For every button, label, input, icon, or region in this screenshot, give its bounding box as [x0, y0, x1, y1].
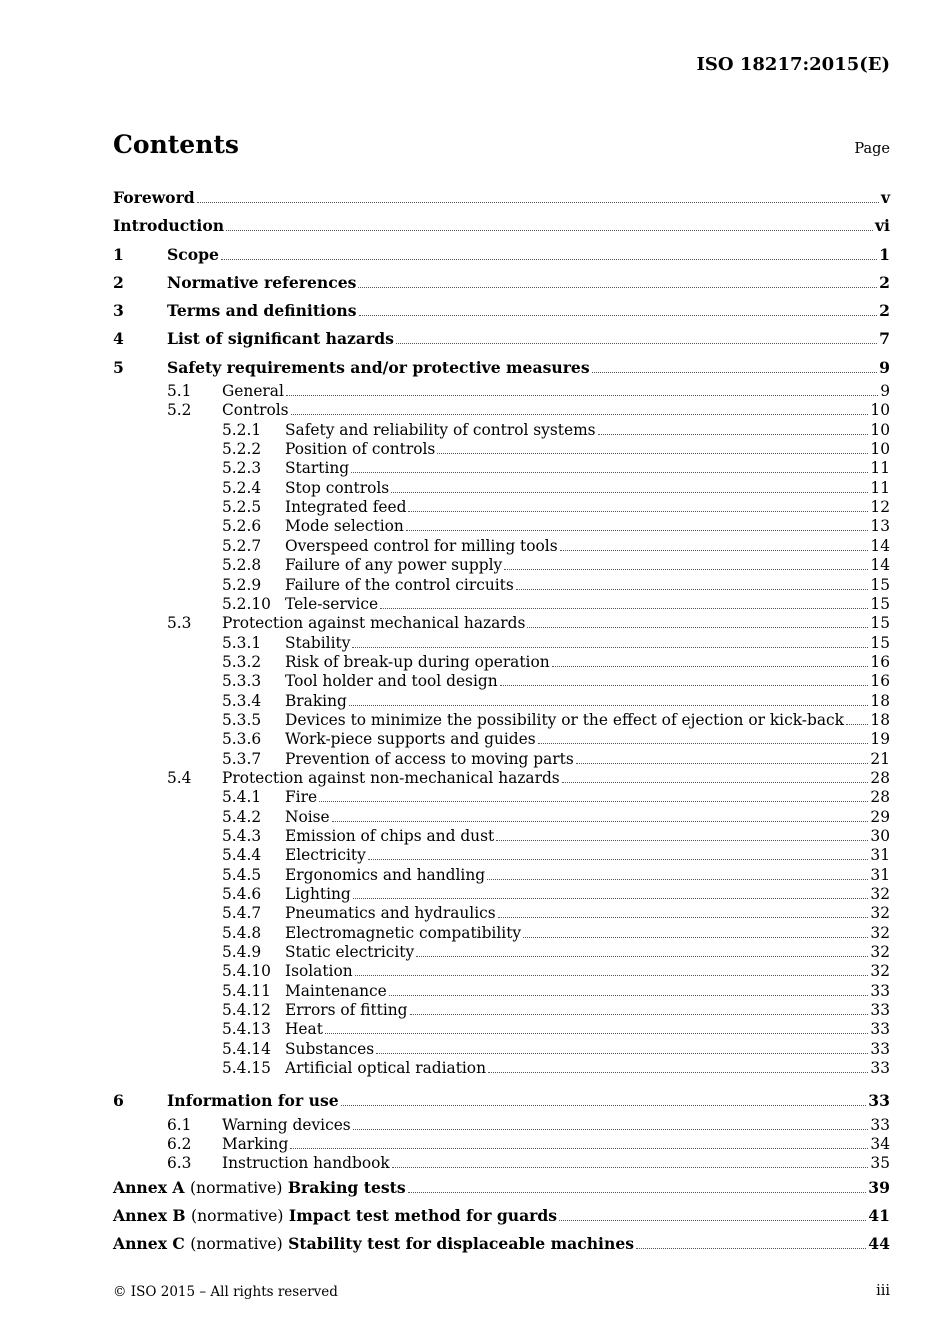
toc-entry-title: Fire	[285, 788, 318, 807]
toc-entry[interactable]	[113, 750, 890, 769]
toc-entry-page: 33	[870, 1020, 890, 1039]
toc-entry-page: 32	[870, 943, 890, 962]
toc-entry-title: Tele-service	[285, 594, 379, 613]
toc-entry-number: 5.3.6	[222, 730, 262, 749]
toc-entry[interactable]	[113, 1154, 890, 1173]
annex-label: Annex C	[113, 1234, 185, 1254]
toc-entry[interactable]	[113, 692, 890, 711]
toc-entry[interactable]	[113, 827, 890, 846]
toc-entry-page: 1	[879, 244, 890, 264]
toc-entry-page: 33	[870, 1115, 890, 1134]
toc-entry-page: 18	[870, 710, 890, 729]
dot-leader	[368, 854, 869, 860]
dot-leader	[516, 584, 869, 590]
annex-label: Annex B	[113, 1206, 186, 1226]
toc-entry-page: 15	[870, 575, 890, 594]
toc-entry[interactable]	[113, 769, 890, 788]
annex-type: (normative)	[189, 1178, 283, 1197]
toc-entry[interactable]	[113, 1202, 890, 1230]
toc-entry-page: 34	[870, 1135, 890, 1154]
toc-entry-page: 11	[870, 459, 890, 478]
toc-entry-number: 5.2.2	[222, 440, 262, 459]
toc-entry-number: 5.3.4	[222, 691, 262, 710]
toc-entry-title: Artificial optical radiation	[285, 1059, 486, 1078]
dot-leader	[559, 1215, 866, 1221]
dot-leader	[226, 225, 873, 231]
dot-leader	[552, 661, 869, 667]
toc-entry-page: 32	[870, 885, 890, 904]
toc-entry-title: Static electricity	[285, 943, 415, 962]
toc-entry-title: Maintenance	[285, 981, 387, 1000]
dot-leader	[437, 448, 868, 454]
toc-entry-title: Pneumatics and hydraulics	[285, 904, 496, 923]
toc-entry-page: 31	[870, 846, 890, 865]
toc-entry[interactable]	[113, 788, 890, 807]
toc-entry[interactable]	[113, 943, 890, 962]
toc-entry[interactable]	[113, 962, 890, 981]
toc-entry-page: 33	[870, 981, 890, 1000]
toc-entry-number: 5.2.8	[222, 556, 262, 575]
toc-entry-page: 33	[870, 1059, 890, 1078]
toc-entry-number: 5.4.5	[222, 865, 262, 884]
toc-entry-page: vi	[875, 216, 890, 236]
dot-leader	[396, 338, 877, 344]
toc-entry-title: Tool holder and tool design	[285, 672, 498, 691]
toc-entry[interactable]	[113, 614, 890, 633]
toc-entry-number: 5.4.11	[222, 981, 271, 1000]
dot-leader	[353, 893, 869, 899]
toc-entry-number: 5.2.1	[222, 420, 262, 439]
toc-entry-page: 14	[870, 536, 890, 555]
toc-entry-page: 15	[870, 633, 890, 652]
toc-entry-number: 5.3.1	[222, 633, 262, 652]
toc-entry-title: Protection against mechanical hazards	[222, 614, 526, 633]
toc-entry-title: Stop controls	[285, 478, 390, 497]
toc-entry[interactable]	[113, 1087, 890, 1115]
dot-leader	[391, 487, 868, 493]
toc-entry[interactable]	[113, 459, 890, 478]
toc-entry-title: Marking	[222, 1135, 289, 1154]
dot-leader	[332, 816, 869, 822]
toc-entry[interactable]	[113, 846, 890, 865]
contents-heading-row	[113, 130, 890, 159]
dot-leader	[221, 254, 877, 260]
toc-entry-title: Controls	[222, 401, 289, 420]
dot-leader	[504, 564, 868, 570]
toc-entry-number: 5.4.12	[222, 1001, 271, 1020]
toc-entry-title: Mode selection	[285, 517, 404, 536]
toc-entry-title: Substances	[285, 1039, 375, 1058]
toc-entry[interactable]	[113, 269, 890, 297]
toc-entry[interactable]	[113, 1174, 890, 1202]
dot-leader	[408, 1187, 867, 1193]
toc-entry-number: 5.4	[167, 768, 192, 787]
toc-entry-page: 44	[868, 1234, 890, 1254]
toc-entry-number: 4	[113, 329, 124, 349]
dot-leader	[358, 282, 877, 288]
dot-leader	[197, 197, 879, 203]
toc-entry-page: 14	[870, 556, 890, 575]
toc-entry[interactable]	[113, 1020, 890, 1039]
toc-entry-number: 5.2.5	[222, 498, 262, 517]
toc-entry-title: Ergonomics and handling	[285, 865, 486, 884]
toc-entry-page: 10	[870, 401, 890, 420]
dot-leader	[498, 912, 869, 918]
toc-entry-number: 5.3.5	[222, 710, 262, 729]
toc-entry[interactable]	[113, 354, 890, 382]
toc-entry-number: 5.4.2	[222, 807, 262, 826]
toc-entry-number: 5.2	[167, 401, 192, 420]
toc-entry-title: Lighting	[285, 885, 351, 904]
dot-leader	[351, 467, 868, 473]
dot-leader	[636, 1243, 866, 1249]
toc-entry-page: 33	[870, 1039, 890, 1058]
toc-entry-page: 32	[870, 923, 890, 942]
page-number: iii	[876, 1283, 890, 1299]
dot-leader	[389, 990, 869, 996]
toc-entry-number: 5.4.7	[222, 904, 262, 923]
toc-entry[interactable]	[113, 1230, 890, 1258]
annex-title: Braking tests	[287, 1177, 406, 1197]
toc-entry-title: Isolation	[285, 962, 353, 981]
toc-entry-page: 12	[870, 498, 890, 517]
toc-entry[interactable]	[113, 885, 890, 904]
toc-entry[interactable]	[113, 537, 890, 556]
toc-entry[interactable]	[113, 297, 890, 325]
toc-entry-number: 5.3.2	[222, 652, 262, 671]
toc-entry-title: Instruction handbook	[222, 1154, 390, 1173]
toc-entry-number: 3	[113, 301, 124, 321]
dot-leader	[291, 409, 869, 415]
toc-entry[interactable]	[113, 212, 890, 240]
copyright-notice: © ISO 2015 – All rights reserved	[113, 1284, 338, 1300]
toc-entry-number: 5.3	[167, 614, 192, 633]
toc-entry-page: 19	[870, 730, 890, 749]
toc-entry-page: 9	[879, 357, 890, 377]
toc-entry[interactable]	[113, 325, 890, 353]
document-id: ISO 18217:2015(E)	[696, 54, 890, 75]
toc-entry-title: Electricity	[285, 846, 366, 865]
toc-entry-title: Prevention of access to moving parts	[285, 749, 574, 768]
toc-entry-number: 5.2.10	[222, 594, 271, 613]
dot-leader	[408, 506, 868, 512]
toc-entry-number: 5.3.3	[222, 672, 262, 691]
toc-entry-page: 28	[870, 788, 890, 807]
toc-entry-title: Safety requirements and/or protective measures	[167, 357, 590, 377]
annex-type: (normative)	[191, 1207, 284, 1226]
dot-leader	[560, 545, 869, 551]
toc-entry-title: Noise	[285, 807, 330, 826]
toc-entry-title	[113, 1202, 557, 1230]
toc-entry[interactable]	[113, 440, 890, 459]
page-column-label: Page	[854, 141, 890, 157]
dot-leader	[576, 758, 869, 764]
toc-entry-title: Risk of break-up during operation	[285, 652, 550, 671]
toc-entry[interactable]	[113, 421, 890, 440]
toc-entry-page: 9	[880, 382, 890, 401]
toc-entry-title: Information for use	[167, 1091, 339, 1111]
table-of-contents	[113, 184, 890, 1259]
annex-title: Stability test for displaceable machines	[288, 1234, 635, 1254]
dot-leader	[286, 390, 878, 396]
toc-entry-page: 2	[879, 301, 890, 321]
toc-entry-page: 15	[870, 614, 890, 633]
toc-entry-page: 10	[870, 440, 890, 459]
toc-entry-title: Errors of fitting	[285, 1001, 408, 1020]
toc-entry[interactable]	[113, 730, 890, 749]
toc-entry[interactable]	[113, 1040, 890, 1059]
toc-entry-title: Emission of chips and dust	[285, 826, 495, 845]
dot-leader	[487, 874, 868, 880]
dot-leader	[500, 680, 869, 686]
dot-leader	[359, 310, 878, 316]
toc-entry[interactable]	[113, 576, 890, 595]
dot-leader	[352, 642, 868, 648]
toc-entry-number: 6.2	[167, 1135, 192, 1154]
toc-entry[interactable]	[113, 653, 890, 672]
toc-entry-page: 30	[870, 826, 890, 845]
toc-entry-page: 28	[870, 768, 890, 787]
toc-entry-number: 5	[113, 357, 124, 377]
toc-entry[interactable]	[113, 711, 890, 730]
toc-entry-number: 5.2.3	[222, 459, 262, 478]
dot-leader	[527, 622, 868, 628]
toc-entry-title: Protection against non-mechanical hazards	[222, 768, 560, 787]
toc-entry-title: Starting	[285, 459, 350, 478]
toc-entry[interactable]	[113, 184, 890, 212]
toc-entry-number: 5.4.9	[222, 943, 262, 962]
toc-entry[interactable]	[113, 672, 890, 691]
toc-entry-number: 6.1	[167, 1115, 192, 1134]
toc-entry[interactable]	[113, 556, 890, 575]
toc-entry[interactable]	[113, 241, 890, 269]
toc-entry[interactable]	[113, 866, 890, 885]
toc-entry-page: 15	[870, 594, 890, 613]
dot-leader	[538, 738, 869, 744]
toc-entry-number: 5.4.6	[222, 885, 262, 904]
toc-entry-title: Normative references	[167, 272, 357, 292]
toc-entry-number: 5.4.10	[222, 962, 271, 981]
toc-entry-title: Heat	[285, 1020, 323, 1039]
toc-entry-number: 5.4.4	[222, 846, 262, 865]
toc-entry-title: Integrated feed	[285, 498, 407, 517]
dot-leader	[592, 367, 878, 373]
toc-entry-title: Position of controls	[285, 440, 436, 459]
toc-entry-page: 16	[870, 652, 890, 671]
dot-leader	[598, 429, 869, 435]
dot-leader	[523, 932, 868, 938]
dot-leader	[353, 1124, 869, 1130]
toc-entry[interactable]	[113, 1001, 890, 1020]
toc-entry[interactable]	[113, 634, 890, 653]
toc-entry-number: 6	[113, 1091, 124, 1111]
toc-entry-number: 5.3.7	[222, 749, 262, 768]
toc-entry-page: v	[880, 188, 890, 207]
dot-leader	[341, 1100, 867, 1106]
toc-entry-title: Overspeed control for milling tools	[285, 536, 558, 555]
toc-entry-title: Safety and reliability of control systems	[285, 420, 596, 439]
toc-entry-title: Warning devices	[222, 1115, 351, 1134]
toc-entry-number: 5.2.9	[222, 575, 262, 594]
dot-leader	[392, 1162, 869, 1168]
toc-entry-page: 21	[870, 749, 890, 768]
toc-entry-number: 5.2.4	[222, 478, 262, 497]
toc-entry-title: Introduction	[113, 216, 225, 236]
toc-entry[interactable]	[113, 1059, 890, 1078]
toc-entry-number: 5.2.7	[222, 536, 262, 555]
dot-leader	[846, 719, 868, 725]
dot-leader	[416, 951, 868, 957]
toc-entry-title: Devices to minimize the possibility or the effect of ejection or kick-back	[285, 710, 844, 729]
dot-leader	[406, 525, 869, 531]
toc-entry-title: General	[222, 382, 284, 401]
dot-leader	[380, 603, 868, 609]
toc-entry-title: Braking	[285, 691, 347, 710]
dot-leader	[325, 1028, 869, 1034]
toc-entry-title: Stability	[285, 633, 351, 652]
toc-entry-title: Scope	[167, 244, 219, 264]
dot-leader	[410, 1009, 869, 1015]
toc-entry[interactable]	[113, 1116, 890, 1135]
toc-entry-page: 29	[870, 807, 890, 826]
toc-entry-page: 13	[870, 517, 890, 536]
toc-entry-number: 5.4.3	[222, 826, 262, 845]
toc-entry[interactable]	[113, 1135, 890, 1154]
toc-entry-page: 10	[870, 420, 890, 439]
toc-entry-number: 5.4.1	[222, 788, 262, 807]
toc-entry-number: 1	[113, 244, 124, 264]
toc-entry-page: 18	[870, 691, 890, 710]
toc-entry[interactable]	[113, 382, 890, 401]
toc-entry[interactable]	[113, 401, 890, 420]
toc-entry-page: 41	[868, 1206, 890, 1226]
toc-entry-number: 5.4.13	[222, 1020, 271, 1039]
toc-entry-page: 33	[868, 1091, 890, 1111]
toc-entry[interactable]	[113, 904, 890, 923]
toc-entry[interactable]	[113, 479, 890, 498]
toc-entry-page: 2	[879, 272, 890, 292]
toc-entry-page: 7	[879, 329, 890, 349]
toc-entry-page: 33	[870, 1001, 890, 1020]
toc-entry-number: 5.4.15	[222, 1059, 271, 1078]
toc-entry-number: 5.1	[167, 382, 192, 401]
toc-entry-number: 5.4.8	[222, 923, 262, 942]
toc-entry-page: 39	[868, 1177, 890, 1197]
toc-entry-title: Failure of the control circuits	[285, 575, 514, 594]
toc-entry-number: 6.3	[167, 1154, 192, 1173]
toc-entry-number: 5.2.6	[222, 517, 262, 536]
toc-entry[interactable]	[113, 808, 890, 827]
toc-entry-title: Terms and definitions	[167, 301, 357, 321]
dot-leader	[488, 1067, 868, 1073]
dot-leader	[376, 1048, 868, 1054]
toc-entry-page: 35	[870, 1154, 890, 1173]
dot-leader	[496, 835, 868, 841]
toc-entry-page: 16	[870, 672, 890, 691]
dot-leader	[349, 700, 869, 706]
dot-leader	[290, 1143, 868, 1149]
toc-entry-title: Failure of any power supply	[285, 556, 503, 575]
toc-entry[interactable]	[113, 498, 890, 517]
toc-entry-title	[113, 1230, 634, 1258]
toc-entry[interactable]	[113, 924, 890, 943]
toc-entry-title	[113, 1174, 406, 1202]
toc-entry[interactable]	[113, 595, 890, 614]
toc-entry-number: 5.4.14	[222, 1039, 271, 1058]
toc-entry-number: 2	[113, 272, 124, 292]
toc-entry-page: 31	[870, 865, 890, 884]
dot-leader	[319, 796, 868, 802]
toc-entry-title: Foreword	[113, 188, 195, 207]
toc-entry-title: Electromagnetic compatibility	[285, 923, 522, 942]
dot-leader	[355, 970, 869, 976]
page-title: Contents	[113, 130, 240, 159]
toc-entry-page: 11	[870, 478, 890, 497]
toc-entry-title: Work-piece supports and guides	[285, 730, 536, 749]
annex-label: Annex A	[113, 1177, 185, 1197]
toc-entry-page: 32	[870, 962, 890, 981]
toc-entry[interactable]	[113, 982, 890, 1001]
toc-entry-title: List of significant hazards	[167, 329, 394, 349]
dot-leader	[562, 777, 869, 783]
toc-entry-page: 32	[870, 904, 890, 923]
toc-entry[interactable]	[113, 517, 890, 536]
annex-title: Impact test method for guards	[288, 1206, 558, 1226]
annex-type: (normative)	[190, 1235, 283, 1254]
